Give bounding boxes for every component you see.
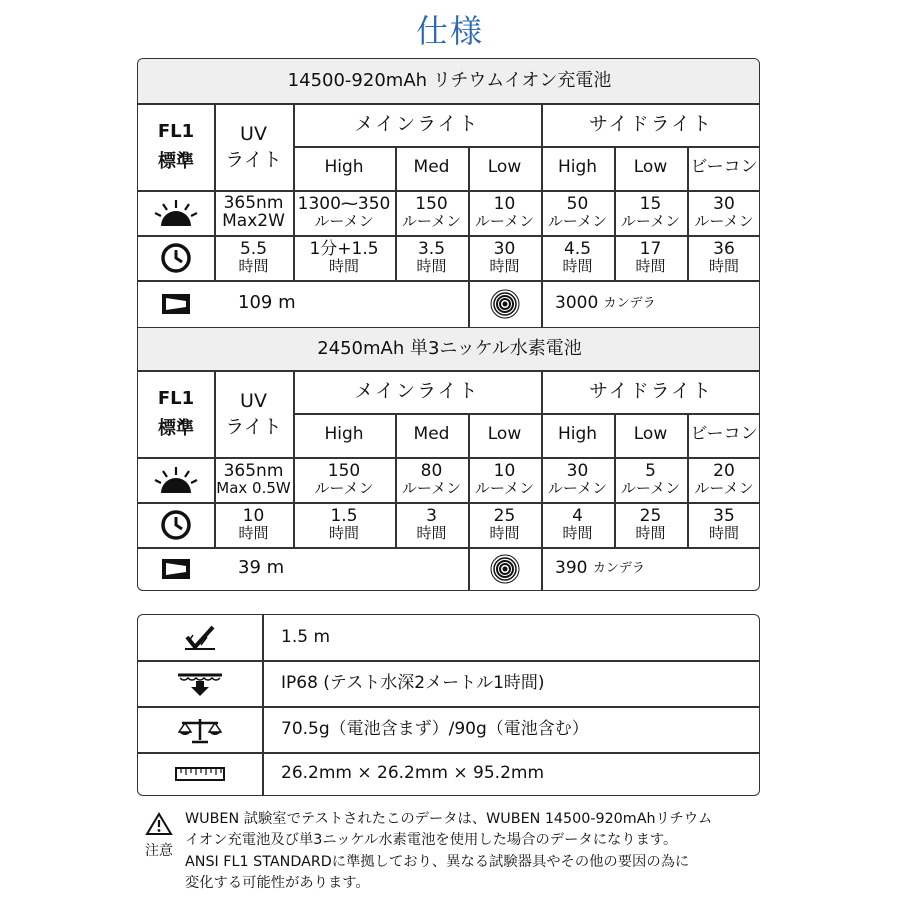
battery-title: 2450mAh 単3ニッケル水素電池 (317, 337, 582, 359)
intensity-icon (468, 547, 541, 590)
intensity-icon (468, 280, 541, 327)
weight-scale-icon (138, 707, 262, 752)
runtime-cell: 36 時間 (708, 238, 739, 275)
fl1-label: FL1 (157, 120, 195, 142)
mode-cell: ビーコン (690, 424, 758, 445)
caution-label: 注意 (145, 843, 173, 859)
beam-distance-value: 39 m (238, 557, 285, 579)
runtime-cell: 4.5 時間 (562, 238, 593, 275)
uv-output: 365nm Max2W (222, 192, 285, 231)
lumen-cell: 10 ルーメン (474, 193, 535, 230)
intensity-value: 390 カンデラ (555, 557, 645, 578)
mode-cell: High (557, 157, 598, 178)
lumen-cell: 1300⁓350 ルーメン (297, 193, 391, 230)
main-light-header: メインライト (354, 379, 480, 402)
runtime-cell: 4 時間 (562, 505, 593, 542)
beam-distance-value: 109 m (238, 292, 296, 314)
mode-cell: High (324, 424, 364, 445)
lumen-cell: 80 ルーメン (401, 460, 462, 497)
dimensions-value: 26.2mm × 26.2mm × 95.2mm (281, 763, 545, 784)
uv-output: 365nm Max 0.5W (216, 460, 291, 497)
runtime-cell: 1分+1.5 時間 (309, 238, 379, 275)
waterproof-icon (138, 661, 262, 706)
caution-text: WUBEN 試験室でテストされたこのデータは、WUBEN 14500-920mAhリチウム イオン充電池及び単3ニッケル水素電池を使用した場合のデータになります。 ANSI FL1 STANDARDに準拠しており、異なる試験器具やその他の要因の為に 変化する可能性があります。 (185, 811, 713, 891)
side-light-header: サイドライト (588, 112, 714, 135)
fl1-standard-label (138, 103, 214, 190)
lumen-cell: 150 ルーメン (401, 193, 462, 230)
lumen-cell: 30 ルーメン (547, 460, 608, 497)
runtime-cell: 25 時間 (635, 505, 666, 542)
mode-cell: Med (413, 157, 450, 178)
ruler-icon (138, 753, 262, 795)
lumen-cell: 150 ルーメン (314, 460, 374, 497)
beam-distance-icon (138, 280, 214, 327)
lumen-cell: 30 ルーメン (694, 193, 754, 230)
lumen-cell: 50 ルーメン (547, 193, 608, 230)
runtime-cell: 25 時間 (489, 505, 520, 542)
fl1-standard-label: FL1 標準 (157, 387, 195, 439)
clock-icon (138, 235, 214, 280)
spec-table (137, 58, 760, 591)
battery-title: 14500-920mAh リチウムイオン充電池 (287, 69, 612, 91)
mode-cell: Low (633, 424, 668, 445)
impact-value: 1.5 m (281, 626, 330, 647)
brightness-icon (138, 457, 214, 502)
main-light-header: メインライト (354, 112, 480, 135)
uv-runtime: 10 時間 (238, 505, 269, 542)
intensity-value: 3000 カンデラ (555, 292, 656, 313)
beam-distance-icon (138, 547, 214, 590)
clock-icon (138, 502, 214, 547)
lumen-cell: 5 ルーメン (620, 460, 681, 497)
extras-table (137, 614, 760, 796)
mode-cell: High (557, 424, 598, 445)
impact-resistance-icon (138, 615, 262, 660)
uv-light-label: UV ライト (225, 389, 282, 438)
runtime-cell: 1.5 時間 (328, 505, 359, 542)
runtime-cell: 30 時間 (489, 238, 520, 275)
mode-cell: ビーコン (690, 157, 758, 178)
runtime-cell: 3 時間 (416, 505, 447, 542)
standard-label: 標準 (158, 150, 194, 172)
mode-cell: Low (487, 157, 522, 178)
weight-value: 70.5g（電池含まず）/90g（電池含む） (281, 718, 589, 739)
runtime-cell: 17 時間 (635, 238, 666, 275)
lumen-cell: 15 ルーメン (620, 193, 681, 230)
runtime-cell: 3.5 時間 (416, 238, 447, 275)
runtime-cell: 35 時間 (708, 505, 739, 542)
lumen-cell: 20 ルーメン (694, 460, 754, 497)
side-light-header: サイドライト (588, 379, 714, 402)
uv-runtime: 5.5 時間 (238, 238, 269, 275)
mode-cell: Low (633, 157, 668, 178)
brightness-icon (138, 190, 214, 235)
uv-light-label: UV ライト (225, 122, 282, 171)
mode-cell: High (324, 157, 364, 178)
mode-cell: Low (487, 424, 522, 445)
waterproof-value: IP68 (テスト水深2メートル1時間) (281, 672, 545, 693)
mode-cell: Med (413, 424, 450, 445)
lumen-cell: 10 ルーメン (474, 460, 535, 497)
page-title: 仕様 (415, 12, 484, 50)
warning-icon (145, 812, 175, 843)
